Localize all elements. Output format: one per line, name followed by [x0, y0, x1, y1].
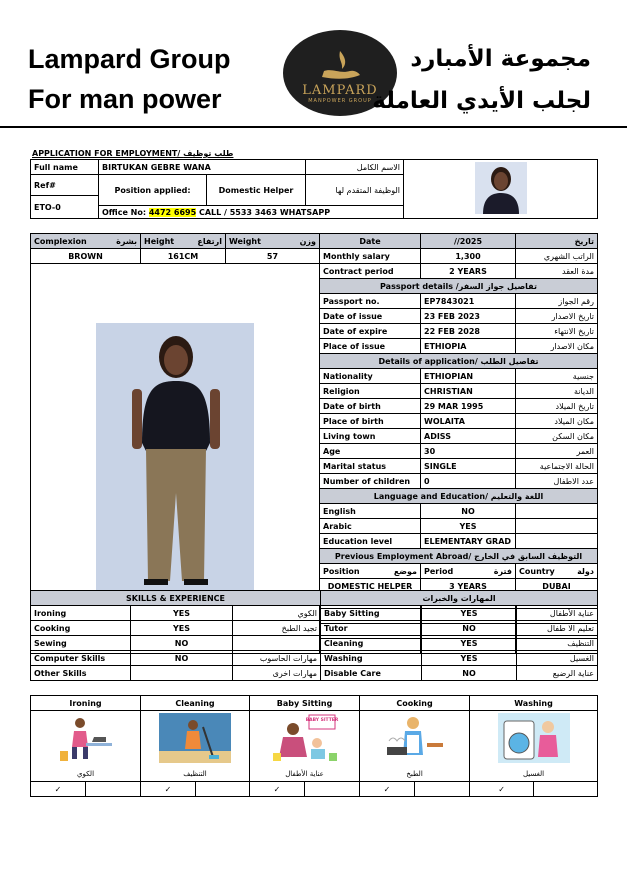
skill-cooking-label: Cooking [31, 621, 131, 636]
office-phone: 4472 6695 [148, 207, 197, 217]
logo-subtitle: MANPOWER GROUP [308, 98, 372, 104]
skill-computer-ar: مهارات الحاسوب [233, 651, 321, 666]
skill-babysitting-label: Baby Sitting [321, 606, 422, 621]
salary-label-ar: الراتب الشهري [516, 249, 598, 264]
skill-cleaning-value: YES [422, 636, 517, 651]
age-label-ar: العمر [516, 444, 598, 459]
marital-value: SINGLE [421, 459, 516, 474]
washing-check: ✓ [470, 782, 534, 797]
date-label-ar: تاريخ [516, 234, 598, 249]
company-name-ar-line2: لجلب الأيدي العاملة [372, 88, 591, 114]
arabic-label: Arabic [320, 519, 421, 534]
passport-no-label: Passport no. [320, 294, 421, 309]
hand-flame-logo-icon [316, 49, 364, 83]
marital-label-ar: الحالة الاجتماعية [516, 459, 598, 474]
applicant-photo-small [475, 162, 527, 214]
skill-other-label: Other Skills [31, 666, 131, 681]
date-label: Date [320, 234, 421, 249]
children-label: Number of children [320, 474, 421, 489]
ironing-check: ✓ [31, 782, 86, 797]
expire-date-label-ar: تاريخ الانتهاء [516, 324, 598, 339]
skill-sewing-label: Sewing [31, 636, 131, 651]
dob-value: 29 MAR 1995 [421, 399, 516, 414]
religion-value: CHRISTIAN [421, 384, 516, 399]
babysitting-icon [269, 713, 341, 763]
prev-country-value: DUBAI [516, 579, 598, 594]
position-applied-label-ar: الوظيفة المتقدم لها [306, 175, 404, 206]
english-label: English [320, 504, 421, 519]
illus-cooking-title: Cooking [360, 696, 470, 711]
age-value: 30 [421, 444, 516, 459]
skill-computer-label: Computer Skills [31, 651, 131, 666]
skills-heading-en: SKILLS & EXPERIENCE [31, 591, 321, 606]
illus-babysitting-title: Baby Sitting [250, 696, 360, 711]
washing-check-empty [534, 782, 598, 797]
skill-sewing-ar [233, 636, 321, 651]
applicant-photo-full [96, 323, 254, 595]
full-name-label-ar: الاسم الكامل [306, 160, 404, 175]
dob-label: Date of birth [320, 399, 421, 414]
previous-heading: Previous Employment Abroad/ التوظيف السابق في الخارج [320, 549, 598, 564]
issue-date-label: Date of issue [320, 309, 421, 324]
office-contact [99, 206, 404, 219]
prev-position-header [320, 564, 421, 579]
complexion-label: Complexion [34, 236, 87, 246]
skill-cooking-value: YES [131, 621, 233, 636]
cleaning-check: ✓ [141, 782, 196, 797]
weight-label: Weight [229, 236, 261, 246]
illus-cleaning-title: Cleaning [141, 696, 250, 711]
header-photo-cell [404, 160, 598, 219]
skill-other-ar: مهارات اخرى [233, 666, 321, 681]
passport-no-value: EP7843021 [421, 294, 516, 309]
contract-label-ar: مدة العقد [516, 264, 598, 279]
babysitting-check: ✓ [250, 782, 305, 797]
height-label-ar: ارتفاع [197, 236, 222, 246]
issue-place-label-ar: مكان الاصدار [516, 339, 598, 354]
birthplace-label-ar: مكان الميلاد [516, 414, 598, 429]
weight-header [226, 234, 320, 249]
illus-cooking-ar: الطبخ [360, 767, 470, 782]
skill-cleaning-label: Cleaning [321, 636, 422, 651]
skill-washing-label: Washing [321, 651, 422, 666]
form-title: APPLICATION FOR EMPLOYMENT/ طلب توظيف [32, 149, 234, 158]
education-value: ELEMENTARY GRAD [421, 534, 516, 549]
education-label: Education level [320, 534, 421, 549]
applicant-header-table [30, 159, 598, 219]
skills-table [30, 590, 598, 681]
salary-label: Monthly salary [320, 249, 421, 264]
expire-date-label: Date of expire [320, 324, 421, 339]
cleaning-check-empty [196, 782, 250, 797]
full-name-value: BIRTUKAN GEBRE WANA [99, 160, 306, 175]
birthplace-value: WOLAITA [421, 414, 516, 429]
passport-no-label-ar: رقم الجواز [516, 294, 598, 309]
position-applied-value: Domestic Helper [207, 175, 306, 206]
contract-label: Contract period [320, 264, 421, 279]
office-prefix: Office No: [102, 207, 149, 217]
living-town-label-ar: مكان السكن [516, 429, 598, 444]
prev-period-value: 3 YEARS [421, 579, 516, 594]
skill-cleaning-ar: التنظيف [517, 636, 598, 651]
nationality-label-ar: جنسية [516, 369, 598, 384]
height-label: Height [144, 236, 175, 246]
ref-value: ETO-0 [31, 196, 99, 219]
skill-ironing-ar: الكوي [233, 606, 321, 621]
complexion-value: BROWN [31, 249, 141, 264]
skill-babysitting-value: YES [422, 606, 517, 621]
cooking-check: ✓ [360, 782, 415, 797]
ironing-check-empty [86, 782, 141, 797]
illus-washing-title: Washing [470, 696, 598, 711]
height-value: 161CM [141, 249, 226, 264]
skill-other-value [131, 666, 233, 681]
skill-tutor-ar: تعليم الا طفال [517, 621, 598, 636]
prev-period-label-ar: فترة [493, 566, 512, 576]
issue-place-label: Place of issue [320, 339, 421, 354]
salary-value: 1,300 [421, 249, 516, 264]
skill-cooking-ar: تجيد الطبخ [233, 621, 321, 636]
english-value: NO [421, 504, 516, 519]
header-divider [0, 126, 627, 128]
complexion-label-ar: بشرة [116, 236, 137, 246]
contract-value: 2 YEARS [421, 264, 516, 279]
skill-disablecare-label: Disable Care [321, 666, 422, 681]
age-label: Age [320, 444, 421, 459]
company-name-ar-line1: مجموعة الأمبارد [410, 46, 591, 72]
ref-label: Ref# [31, 175, 99, 196]
prev-position-value: DOMESTIC HELPER [320, 579, 421, 594]
children-value: 0 [421, 474, 516, 489]
skill-ironing-value: YES [131, 606, 233, 621]
ironing-icon [50, 713, 122, 763]
nationality-label: Nationality [320, 369, 421, 384]
illus-babysitting-cell [250, 711, 360, 768]
arabic-value: YES [421, 519, 516, 534]
skill-ironing-label: Ironing [31, 606, 131, 621]
prev-period-label: Period [424, 566, 454, 576]
cleaning-icon [159, 713, 231, 763]
skill-washing-ar: الغسيل [517, 651, 598, 666]
prev-period-header [421, 564, 516, 579]
illus-ironing-ar: الكوي [31, 767, 141, 782]
religion-label: Religion [320, 384, 421, 399]
washing-icon [498, 713, 570, 763]
skill-disablecare-value: NO [422, 666, 517, 681]
living-town-label: Living town [320, 429, 421, 444]
details-heading: Details of application/ تفاصيل الطلب [320, 354, 598, 369]
illus-cleaning-cell [141, 711, 250, 768]
babysitting-check-empty [305, 782, 360, 797]
passport-heading: Passport details /تفاصيل جواز السفر [320, 279, 598, 294]
language-heading: Language and Education/ اللغة والتعليم [320, 489, 598, 504]
full-name-label: Full name [31, 160, 99, 175]
marital-label: Marital status [320, 459, 421, 474]
skill-computer-value: NO [131, 651, 233, 666]
weight-label-ar: وزن [299, 236, 316, 246]
skill-disablecare-ar: عناية الرضيع [517, 666, 598, 681]
cooking-icon [379, 713, 451, 763]
weight-value: 57 [226, 249, 320, 264]
illus-cleaning-ar: التنظيف [141, 767, 250, 782]
education-empty [516, 534, 598, 549]
children-label-ar: عدد الاطفال [516, 474, 598, 489]
prev-country-header [516, 564, 598, 579]
illus-washing-ar: الغسيل [470, 767, 598, 782]
company-name-en-line1: Lampard Group [28, 44, 231, 74]
illus-washing-cell [470, 711, 598, 768]
illus-babysitting-ar: عناية الأطفال [250, 767, 360, 782]
logo-wordmark: LAMPARD [302, 83, 378, 98]
prev-position-label: Position [323, 566, 360, 576]
cooking-check-empty [415, 782, 470, 797]
prev-country-label-ar: دولة [577, 566, 594, 576]
prev-position-label-ar: موضع [393, 566, 417, 576]
skill-washing-value: YES [422, 651, 517, 666]
office-suffix: CALL / 5533 3463 WHATSAPP [196, 207, 331, 217]
skills-illustration-table [30, 695, 598, 797]
arabic-empty [516, 519, 598, 534]
illus-ironing-title: Ironing [31, 696, 141, 711]
issue-date-label-ar: تاريخ الاصدار [516, 309, 598, 324]
skill-tutor-value: NO [422, 621, 517, 636]
company-name-en-line2: For man power [28, 84, 222, 114]
birthplace-label: Place of birth [320, 414, 421, 429]
issue-place-value: ETHIOPIA [421, 339, 516, 354]
date-value: //2025 [421, 234, 516, 249]
skill-sewing-value: NO [131, 636, 233, 651]
illus-cooking-cell [360, 711, 470, 768]
illus-ironing-cell [31, 711, 141, 768]
expire-date-value: 22 FEB 2028 [421, 324, 516, 339]
issue-date-value: 23 FEB 2023 [421, 309, 516, 324]
skills-heading-ar: المهارات والخبرات [321, 591, 598, 606]
dob-label-ar: تاريخ الميلاد [516, 399, 598, 414]
baby-sitter-sign: BABY SITTER [305, 718, 338, 723]
complexion-header [31, 234, 141, 249]
skill-babysitting-ar: عناية الأطفال [517, 606, 598, 621]
religion-label-ar: الديانة [516, 384, 598, 399]
prev-country-label: Country [519, 566, 555, 576]
position-applied-label: Position applied: [99, 175, 207, 206]
skill-tutor-label: Tutor [321, 621, 422, 636]
living-town-value: ADISS [421, 429, 516, 444]
nationality-value: ETHIOPIAN [421, 369, 516, 384]
english-empty [516, 504, 598, 519]
height-header [141, 234, 226, 249]
